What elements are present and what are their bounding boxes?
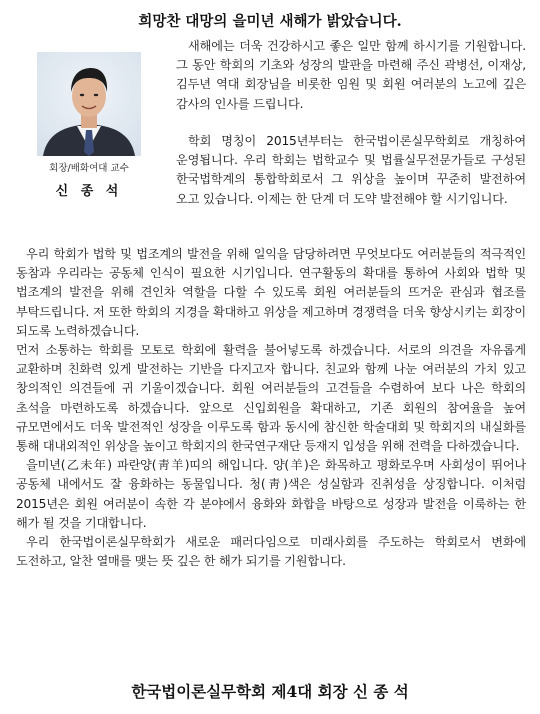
- page-title: 희망찬 대망의 을미년 새해가 밝았습니다.: [138, 13, 402, 30]
- paragraph-closing: 우리 한국법이론실무학회가 새로운 패러다임으로 미래사회를 주도하는 학회로서 변화에 도전하고, 알찬 열매를 맺는 뜻 깊은 한 해가 되기를 기원합니다.: [16, 535, 526, 569]
- body-text: [16, 245, 526, 571]
- paragraph-participation: 우리 학회가 법학 및 법조계의 발전을 위해 일익을 담당하려면 무엇보다도 여러분들의 적극적인 동참과 우리라는 공동체 인식이 필요한 시기입니다. 연구활동의 확대를 통하여 사회와 법학 및 법조계의 발전을 위해 견인차 역할을 다할 수 있도록 회원 여러분들의 뜨거운 관심과 협조를 부탁드립니다. 저 또한 학회의 지경을 확대하고 위상을 제고하며 경쟁력을 더욱 향상시키는 회장이 되도록 노력하겠습니다.: [16, 247, 526, 338]
- author-role: 회장/배화여대 교수: [49, 163, 129, 174]
- photo-spacer: [16, 132, 176, 225]
- signature-line: 한국법이론실무학회 제4대 회장 신 종 석: [131, 682, 409, 701]
- paragraph-greeting: 새해에는 더욱 건강하시고 좋은 일만 함께 하시기를 기원합니다. 그 동안 학회의 기초와 성장의 발판을 마련해 주신 곽병선, 이재상, 김두년 역대 회장님을 비롯한 임원 및 회원 여러분의 노고에 깊은 감사의 인사를 드립니다.: [176, 39, 526, 111]
- paragraph-year-of-sheep: 을미년(乙未年) 파란양(靑羊)띠의 해입니다. 양(羊)은 화목하고 평화로우며 사회성이 뛰어나 공동체 내에서도 잘 융화하는 동물입니다. 청(靑)색은 성실함과 진취성을 상징합니다. 이처럼 2015년은 회원 여러분이 속한 각 분야에서 융화와 화합을 바탕으로 성장과 발전을 이룩하는 한 해가 될 것을 기대합니다.: [16, 458, 526, 530]
- author-name: 신 종 석: [55, 184, 123, 199]
- paragraph-name-change: 학회 명칭이 2015년부터는 한국법이론실무학회로 개칭하여 운영됩니다. 우리 학회는 법학교수 및 법률실무전문가들로 구성된 한국법학계의 통합학회로서 그 위상을 높이며 꾸준히 발전하여 오고 있습니다. 이제는 한 단계 더 도약 발전해야 할 시기입니다.: [176, 134, 526, 206]
- paragraph-communication: 먼저 소통하는 학회를 모토로 학회에 활력을 불어넣도록 하겠습니다. 서로의 의견을 자유롭게 교환하며 친화력 있게 발전하는 기반을 다지고자 합니다. 친교와 함께 나눈 여러분의 가치 있고 창의적인 의견들에 귀 기울이겠습니다. 회원 여러분들의 고견들을 수렴하여 보다 나은 학회의 초석을 마련하도록 하겠습니다. 앞으로 신입회원을 확대하고, 기존 회원의 참여율을 높여 규모면에서도 더욱 발전적인 성장을 이루도록 함과 동시에 참신한 학술대회 및 학회지의 내실화를 통해 대내외적인 위상을 높이고 학회지의 한국연구재단 등재지 입성을 위해 전력을 다하겠습니다.: [16, 343, 526, 454]
- paragraph-name-change-wrap: [16, 132, 526, 225]
